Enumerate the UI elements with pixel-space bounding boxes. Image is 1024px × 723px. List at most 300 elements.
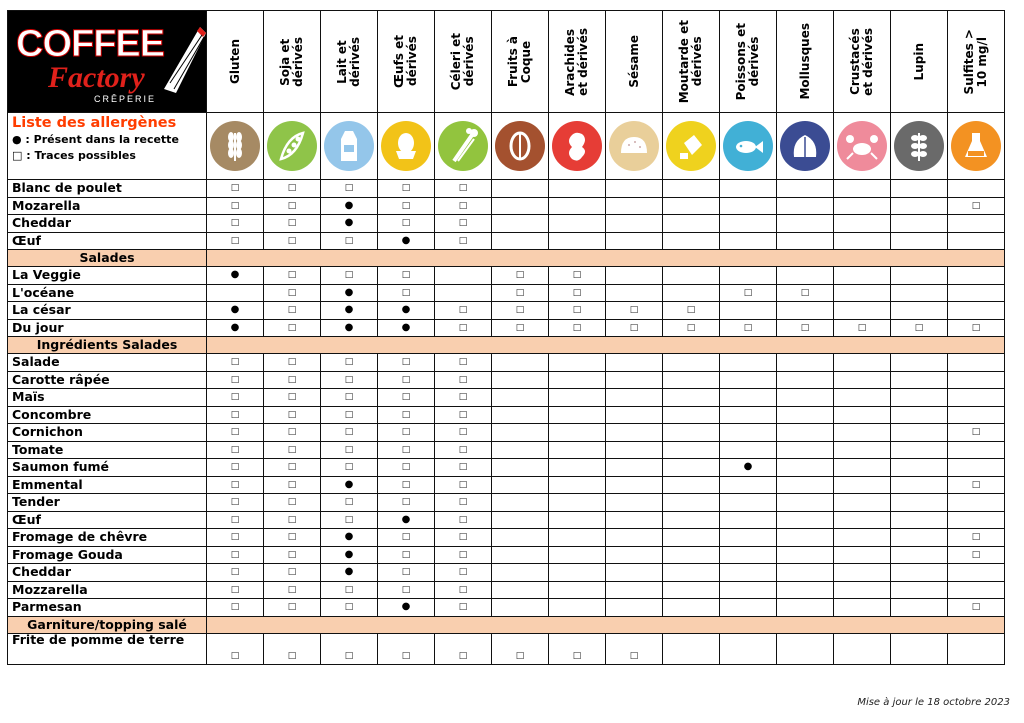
allergen-cell [777, 389, 834, 407]
allergen-header [606, 11, 663, 113]
allergen-header [207, 11, 264, 113]
allergen-cell [321, 284, 378, 302]
allergen-cell [435, 267, 492, 285]
section-row [8, 250, 1005, 267]
trace-mark: □ [401, 392, 411, 403]
allergen-cell [606, 197, 663, 215]
ingredient-name: Blanc de poulet [8, 180, 207, 198]
allergen-cell [492, 633, 549, 664]
allergen-cell [606, 267, 663, 285]
allergen-cell [435, 511, 492, 529]
allergen-cell [435, 546, 492, 564]
table-row [8, 319, 1005, 337]
allergen-cell [378, 180, 435, 198]
allergen-label: Œufs et dérivés [392, 35, 419, 88]
trace-mark: □ [458, 549, 468, 560]
allergen-cell [378, 564, 435, 582]
allergen-cell [264, 232, 321, 250]
allergen-cell [549, 511, 606, 529]
allergen-cell [492, 319, 549, 337]
mustard-icon [666, 121, 716, 171]
allergen-cell [777, 284, 834, 302]
table-row [8, 267, 1005, 285]
trace-mark: □ [401, 444, 411, 455]
allergen-cell [321, 389, 378, 407]
trace-mark: □ [401, 200, 411, 211]
allergen-cell [606, 180, 663, 198]
allergen-cell [663, 371, 720, 389]
allergen-cell [720, 319, 777, 337]
allergen-cell [207, 389, 264, 407]
allergen-cell [378, 267, 435, 285]
allergen-cell [321, 406, 378, 424]
trace-mark: □ [401, 270, 411, 281]
allergen-cell [720, 529, 777, 547]
allergen-cell [663, 215, 720, 233]
allergen-cell [948, 232, 1005, 250]
trace-mark: □ [458, 322, 468, 333]
allergen-icon-cell [891, 113, 948, 180]
ingredient-name: La Veggie [8, 267, 207, 285]
allergen-cell [492, 197, 549, 215]
allergen-cell [606, 581, 663, 599]
allergen-cell [891, 459, 948, 477]
allergen-cell [948, 599, 1005, 617]
allergen-cell [606, 633, 663, 664]
trace-mark: □ [230, 497, 240, 508]
allergen-cell [264, 441, 321, 459]
trace-mark: □ [287, 427, 297, 438]
allergen-cell [321, 599, 378, 617]
allergen-cell [492, 599, 549, 617]
allergen-cell [834, 459, 891, 477]
trace-mark: □ [230, 514, 240, 525]
trace-mark: □ [287, 270, 297, 281]
trace-mark: □ [971, 532, 981, 543]
allergen-cell [720, 476, 777, 494]
trace-mark: □ [230, 584, 240, 595]
allergen-cell [777, 354, 834, 372]
allergen-cell [948, 197, 1005, 215]
allergen-cell [663, 494, 720, 512]
allergen-cell [720, 424, 777, 442]
allergen-cell [948, 354, 1005, 372]
section-title: Garniture/topping salé [8, 616, 207, 633]
trace-mark: □ [971, 427, 981, 438]
allergen-cell [378, 459, 435, 477]
allergen-cell [378, 529, 435, 547]
trace-mark: □ [344, 462, 354, 473]
allergen-cell [948, 529, 1005, 547]
trace-mark: □ [458, 305, 468, 316]
allergen-cell [492, 232, 549, 250]
trace-mark: □ [230, 183, 240, 194]
allergen-icon-cell [720, 113, 777, 180]
ingredient-name: Salade [8, 354, 207, 372]
coffee-factory-logo [8, 11, 206, 108]
trace-mark: □ [458, 357, 468, 368]
allergen-cell [207, 581, 264, 599]
table-row [8, 406, 1005, 424]
ingredient-name: Tender [8, 494, 207, 512]
allergen-cell [663, 232, 720, 250]
allergen-cell [549, 180, 606, 198]
allergen-cell [207, 564, 264, 582]
allergen-cell [663, 599, 720, 617]
trace-mark: □ [287, 549, 297, 560]
allergen-cell [378, 197, 435, 215]
allergen-cell [663, 319, 720, 337]
allergen-cell [378, 476, 435, 494]
allergen-cell [720, 215, 777, 233]
allergen-cell [663, 459, 720, 477]
allergen-cell [435, 197, 492, 215]
trace-mark: □ [572, 650, 582, 661]
present-mark: ● [344, 531, 354, 543]
present-mark: ● [401, 304, 411, 316]
allergen-cell [948, 459, 1005, 477]
allergen-cell [207, 494, 264, 512]
trace-mark: □ [515, 270, 525, 281]
allergen-cell [207, 197, 264, 215]
trace-mark: □ [287, 444, 297, 455]
trace-mark: □ [800, 322, 810, 333]
allergen-cell [435, 215, 492, 233]
allergen-icon-cell [492, 113, 549, 180]
allergen-cell [207, 284, 264, 302]
allergen-header [435, 11, 492, 113]
allergen-cell [492, 546, 549, 564]
allergen-cell [663, 424, 720, 442]
allergen-cell [891, 354, 948, 372]
allergen-cell [549, 581, 606, 599]
nut-icon [495, 121, 545, 171]
trace-mark: □ [344, 374, 354, 385]
allergen-cell [264, 406, 321, 424]
allergen-icon-cell [948, 113, 1005, 180]
section-title: Salades [8, 250, 207, 267]
allergen-cell [720, 494, 777, 512]
allergen-cell [777, 633, 834, 664]
trace-mark: □ [344, 497, 354, 508]
allergen-cell [891, 232, 948, 250]
allergen-cell [549, 371, 606, 389]
allergen-cell [663, 633, 720, 664]
ingredient-name: Mozzarella [8, 581, 207, 599]
trace-mark: □ [458, 444, 468, 455]
allergen-cell [834, 389, 891, 407]
trace-mark: □ [458, 427, 468, 438]
allergen-cell [663, 180, 720, 198]
allergen-cell [777, 424, 834, 442]
allergen-cell [378, 371, 435, 389]
trace-mark: □ [401, 532, 411, 543]
allergen-label: Poissons et dérivés [734, 22, 761, 101]
present-mark: ● [344, 321, 354, 333]
allergen-cell [492, 267, 549, 285]
allergen-cell [549, 494, 606, 512]
allergen-cell [378, 406, 435, 424]
allergen-cell [435, 441, 492, 459]
allergen-icon-cell [378, 113, 435, 180]
allergen-cell [891, 546, 948, 564]
allergen-cell [549, 546, 606, 564]
allergen-cell [321, 459, 378, 477]
trace-mark: □ [230, 235, 240, 246]
ingredient-name: Œuf [8, 511, 207, 529]
allergen-cell [720, 197, 777, 215]
allergen-cell [891, 424, 948, 442]
trace-mark: □ [230, 409, 240, 420]
trace-mark: □ [287, 479, 297, 490]
trace-mark: □ [515, 287, 525, 298]
trace-mark: □ [458, 183, 468, 194]
allergen-header [720, 11, 777, 113]
allergen-cell [435, 494, 492, 512]
legend-traces: □ : Traces possibles [12, 149, 136, 162]
allergen-cell [321, 371, 378, 389]
allergen-cell [378, 215, 435, 233]
allergen-cell [435, 581, 492, 599]
table-row [8, 564, 1005, 582]
trace-mark: □ [401, 427, 411, 438]
allergen-cell [834, 197, 891, 215]
ingredient-name: Cheddar [8, 564, 207, 582]
allergen-cell [264, 564, 321, 582]
allergen-cell [777, 459, 834, 477]
trace-mark: □ [971, 602, 981, 613]
allergen-cell [549, 599, 606, 617]
section-row [8, 337, 1005, 354]
trace-mark: □ [287, 305, 297, 316]
allergen-cell [549, 302, 606, 320]
allergen-cell [948, 424, 1005, 442]
allergen-cell [492, 215, 549, 233]
present-mark: ● [401, 321, 411, 333]
allergen-cell [834, 302, 891, 320]
allergen-cell [378, 319, 435, 337]
trace-mark: □ [401, 218, 411, 229]
allergen-cell [720, 441, 777, 459]
allergen-cell [948, 180, 1005, 198]
allergen-cell [207, 302, 264, 320]
trace-mark: □ [401, 462, 411, 473]
allergen-cell [264, 197, 321, 215]
trace-mark: □ [458, 497, 468, 508]
allergen-cell [492, 494, 549, 512]
allergen-cell [663, 406, 720, 424]
allergen-cell [606, 476, 663, 494]
trace-mark: □ [287, 218, 297, 229]
allergen-cell [549, 529, 606, 547]
allergen-cell [948, 371, 1005, 389]
allergen-cell [948, 564, 1005, 582]
allergen-cell [777, 406, 834, 424]
trace-mark: □ [458, 200, 468, 211]
trace-mark: □ [401, 479, 411, 490]
table-row [8, 633, 1005, 664]
trace-mark: □ [287, 497, 297, 508]
sesame-icon [609, 121, 659, 171]
trace-mark: □ [344, 235, 354, 246]
allergen-cell [720, 564, 777, 582]
table-row [8, 197, 1005, 215]
allergen-cell [549, 406, 606, 424]
trace-mark: □ [572, 305, 582, 316]
allergen-cell [207, 459, 264, 477]
present-mark: ● [344, 286, 354, 298]
allergen-cell [549, 476, 606, 494]
trace-mark: □ [458, 602, 468, 613]
allergen-cell [264, 459, 321, 477]
section-fill [207, 616, 1005, 633]
allergen-cell [834, 599, 891, 617]
allergen-cell [606, 215, 663, 233]
allergen-icon-cell [321, 113, 378, 180]
allergen-cell [834, 511, 891, 529]
allergen-label: Lupin [911, 42, 926, 81]
table-row [8, 441, 1005, 459]
trace-mark: □ [230, 549, 240, 560]
trace-mark: □ [572, 322, 582, 333]
table-row [8, 232, 1005, 250]
allergen-cell [492, 354, 549, 372]
trace-mark: □ [458, 584, 468, 595]
ingredient-name: Saumon fumé [8, 459, 207, 477]
allergen-header [321, 11, 378, 113]
allergen-cell [834, 371, 891, 389]
allergen-cell [891, 302, 948, 320]
table-row [8, 546, 1005, 564]
ingredient-name: Cheddar [8, 215, 207, 233]
allergen-cell [891, 180, 948, 198]
allergen-cell [663, 529, 720, 547]
allergen-cell [777, 441, 834, 459]
allergen-cell [549, 284, 606, 302]
trace-mark: □ [458, 567, 468, 578]
ingredient-name: Frite de pomme de terre [8, 633, 207, 664]
trace-mark: □ [287, 183, 297, 194]
crab-icon [837, 121, 887, 171]
trace-mark: □ [458, 218, 468, 229]
allergen-cell [834, 354, 891, 372]
allergen-cell [435, 633, 492, 664]
allergen-cell [891, 406, 948, 424]
allergen-cell [264, 267, 321, 285]
trace-mark: □ [800, 287, 810, 298]
egg-icon [381, 121, 431, 171]
allergen-cell [264, 424, 321, 442]
allergen-cell [378, 546, 435, 564]
allergen-cell [207, 215, 264, 233]
allergen-cell [834, 424, 891, 442]
allergen-label: Sésame [626, 35, 641, 88]
allergen-cell [948, 633, 1005, 664]
allergen-cell [777, 581, 834, 599]
allergen-cell [207, 180, 264, 198]
allergen-cell [891, 529, 948, 547]
allergen-cell [264, 546, 321, 564]
trace-mark: □ [971, 549, 981, 560]
allergen-cell [720, 581, 777, 599]
table-row [8, 529, 1005, 547]
allergen-cell [207, 319, 264, 337]
trace-mark: □ [230, 392, 240, 403]
allergen-cell [549, 215, 606, 233]
allergen-cell [663, 389, 720, 407]
allergen-cell [834, 319, 891, 337]
allergen-cell [207, 406, 264, 424]
allergen-cell [834, 476, 891, 494]
trace-mark: □ [857, 322, 867, 333]
ingredient-name: Carotte râpée [8, 371, 207, 389]
allergen-cell [492, 581, 549, 599]
present-mark: ● [401, 234, 411, 246]
allergen-cell [777, 197, 834, 215]
allergen-cell [606, 546, 663, 564]
allergen-cell [606, 302, 663, 320]
allergen-cell [834, 284, 891, 302]
present-mark: ● [344, 566, 354, 578]
allergen-icon-cell [606, 113, 663, 180]
trace-mark: □ [344, 427, 354, 438]
allergen-cell [207, 476, 264, 494]
present-mark: ● [230, 321, 240, 333]
allergen-cell [663, 284, 720, 302]
allergen-cell [777, 180, 834, 198]
allergen-cell [777, 267, 834, 285]
allergen-label: Fruits à Coque [506, 35, 533, 88]
trace-mark: □ [287, 567, 297, 578]
allergen-cell [264, 302, 321, 320]
allergen-cell [891, 371, 948, 389]
allergen-cell [777, 476, 834, 494]
ingredient-name: Emmental [8, 476, 207, 494]
trace-mark: □ [287, 200, 297, 211]
trace-mark: □ [458, 462, 468, 473]
allergen-cell [378, 633, 435, 664]
allergen-cell [264, 581, 321, 599]
allergen-cell [777, 319, 834, 337]
table-row [8, 284, 1005, 302]
allergen-cell [891, 441, 948, 459]
section-title: Ingrédients Salades [8, 337, 207, 354]
allergen-cell [663, 354, 720, 372]
allergen-cell [435, 180, 492, 198]
trace-mark: □ [287, 235, 297, 246]
trace-mark: □ [629, 305, 639, 316]
allergen-cell [834, 441, 891, 459]
allergen-cell [549, 459, 606, 477]
allergen-cell [264, 180, 321, 198]
trace-mark: □ [230, 427, 240, 438]
allergen-header [834, 11, 891, 113]
soy-icon [267, 121, 317, 171]
trace-mark: □ [344, 357, 354, 368]
allergen-cell [321, 232, 378, 250]
allergen-cell [606, 511, 663, 529]
trace-mark: □ [686, 305, 696, 316]
table-row [8, 215, 1005, 233]
allergen-cell [435, 599, 492, 617]
allergen-cell [948, 494, 1005, 512]
trace-mark: □ [287, 514, 297, 525]
trace-mark: □ [287, 409, 297, 420]
allergen-cell [948, 302, 1005, 320]
allergen-cell [891, 633, 948, 664]
allergen-cell [378, 302, 435, 320]
allergen-cell [321, 494, 378, 512]
